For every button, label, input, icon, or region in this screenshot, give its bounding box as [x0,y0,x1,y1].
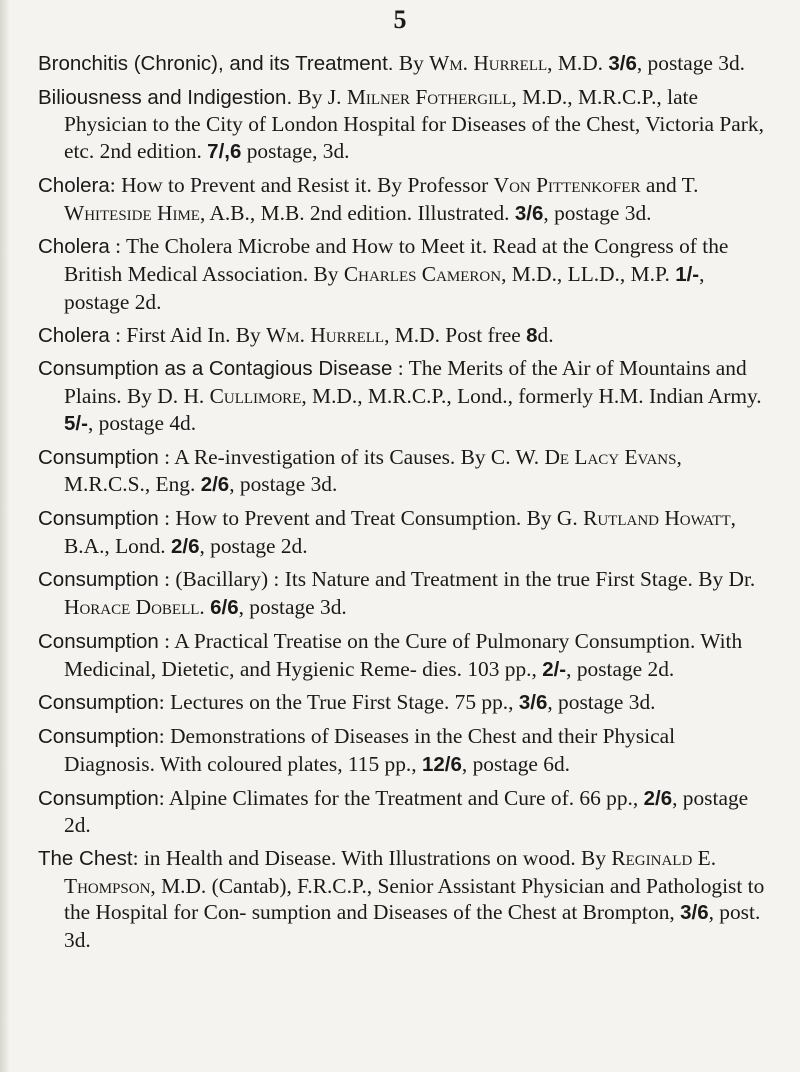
entry-postage: , postage 3d. [229,472,338,497]
entry-price: 3/6 [680,901,709,925]
catalogue-entry [38,444,765,499]
page-number: 5 [393,5,407,34]
entry-author: Horace Dobell [64,595,200,620]
entry-price: 8 [526,323,538,347]
entry-text: : The Cholera Microbe and How to Meet it. Read at the Congress of the British Medical Association. By [64,234,729,287]
entry-price: 2/6 [643,786,673,810]
entry-text: , B.A., Lond. [64,505,736,558]
entry-price: 6/6 [210,596,239,620]
entry-text: . [199,595,211,620]
entry-price: 1/- [675,263,700,287]
entry-postage: , postage 3d. [238,595,347,620]
entry-subject: Consumption [38,506,159,530]
entry-text: , M.D., M.R.C.P., late Physician to the City of London Hospital for Diseases of the Chest, Victoria Park, etc. 2nd edition. [64,84,764,164]
entry-price: 12/6 [421,752,462,776]
entry-text: : The Merits of the Air of Mountains and Plains. By D. H. [64,356,747,409]
entry-price: 7/,6 [207,140,242,164]
entry-subject: Cholera [38,235,110,259]
entry-subject: Cholera [38,173,110,197]
entry-text: : Alpine Climates for the Treatment and Cure of. 66 pp., [158,785,644,810]
entry-text: : How to Prevent and Treat Consumption. By G. [158,505,584,530]
entry-author: Cullimore [209,384,302,409]
entry-text: : Demonstrations of Diseases in the Chest and their Physical Diagnosis. With coloured plates, 115 pp., [64,724,676,776]
entry-text: : (Bacillary) : Its Nature and Treatment in the true First Stage. By Dr. [158,567,756,592]
entry-text: : A Practical Treatise on the Cure of Pulmonary Consumption. With Medicinal, Dietetic, and Hygienic Reme- dies. 103 pp., [64,628,743,681]
entry-price: 3/6 [608,52,637,75]
entry-text: : How to Prevent and Resist it. By Professor [109,172,494,197]
entry-postage: , postage 4d. [87,410,197,435]
entry-text: , M.R.C.S., Eng. [64,444,682,497]
entry-price: 2/6 [170,534,200,558]
entry-author: Von Pittenkofer [493,172,641,197]
entry-postage: , postage 3d. [547,690,656,715]
catalogue-entry [38,50,765,78]
entry-subject: Consumption [38,691,159,715]
catalogue-entry [38,172,765,227]
catalogue-entry [38,845,765,953]
entry-text: , M.D., LL.D., M.P. [501,262,676,287]
entry-subject: Consumption [38,629,159,653]
catalogue-entry [38,723,765,778]
catalogue-entry [38,233,765,315]
entry-postage: , postage 2d. [64,785,749,838]
entry-subject: Cholera [38,323,110,347]
entry-price: 3/6 [518,691,548,715]
entry-postage: postage, 3d. [241,139,350,164]
catalogue-entry [38,355,765,437]
entry-postage: , postage 2d. [566,656,675,681]
entry-author: Charles Cameron [343,262,502,287]
entry-author: Reginald E. Thompson [64,846,717,898]
entry-text: , M.D. Post free [384,322,527,347]
catalogue-entries [38,50,765,960]
entry-postage: , postage 3d. [543,200,652,225]
entry-text: : First Aid In. By [109,322,267,347]
catalogue-entry [38,84,765,166]
catalogue-entry [38,322,765,350]
entry-price: 2/6 [200,473,230,497]
entry-price: 2/- [542,657,567,681]
entry-subject: Consumption as a Contagious Disease [38,357,393,381]
entry-text: , M.D. [547,51,609,75]
entry-postage: , post. 3d. [64,900,761,953]
page-edge-shadow [0,0,10,1072]
entry-text: By [393,51,430,75]
entry-author: De Lacy Evans [544,444,677,469]
entry-text: : in Health and Disease. With Illustrations on wood. By [132,846,612,871]
catalogue-entry [38,566,765,621]
catalogue-entry [38,505,765,560]
entry-author: Wm. Hurrell [429,51,548,75]
entry-text: and T. [640,172,699,197]
entry-postage: , postage 2d. [64,262,705,314]
entry-author: Rutland Howatt [583,505,731,530]
entry-price: 5/- [64,411,88,435]
entry-subject: Bronchitis (Chronic), and its Treatment. [38,52,394,75]
catalogue-entry [38,628,765,683]
entry-subject: Consumption [38,725,159,749]
entry-author: Wm. Hurrell [266,322,385,347]
entry-text: , A.B., M.B. 2nd edition. Illustrated. [199,200,515,225]
entry-text: , M.D. (Cantab), F.R.C.P., Senior Assistant Physician and Pathologist to the Hospital for Con- sumption and Diseases of the Chest at Brompton, [64,873,765,925]
catalogue-entry [38,689,765,717]
entry-author: Milner Fothergill [346,84,512,109]
entry-author: Whiteside Hime [64,200,200,225]
entry-postage: d. [537,322,554,347]
entry-postage: , postage 6d. [461,751,571,776]
entry-subject: Biliousness and Indigestion. [38,85,293,109]
entry-subject: Consumption [38,445,159,469]
entry-text: : Lectures on the True First Stage. 75 pp., [158,690,519,715]
entry-subject: Consumption [38,568,159,592]
entry-subject: The Chest [38,847,133,871]
entry-postage: , postage 2d. [199,533,308,558]
entry-price: 3/6 [514,201,544,225]
entry-text: By J. [292,84,347,109]
entry-text: , M.D., M.R.C.P., Lond., formerly H.M. Indian Army. [301,384,762,409]
entry-postage: , postage 3d. [636,51,745,75]
entry-text: : A Re-investigation of its Causes. By C. W. [158,444,545,469]
entry-subject: Consumption [38,786,159,810]
catalogue-entry [38,785,765,839]
